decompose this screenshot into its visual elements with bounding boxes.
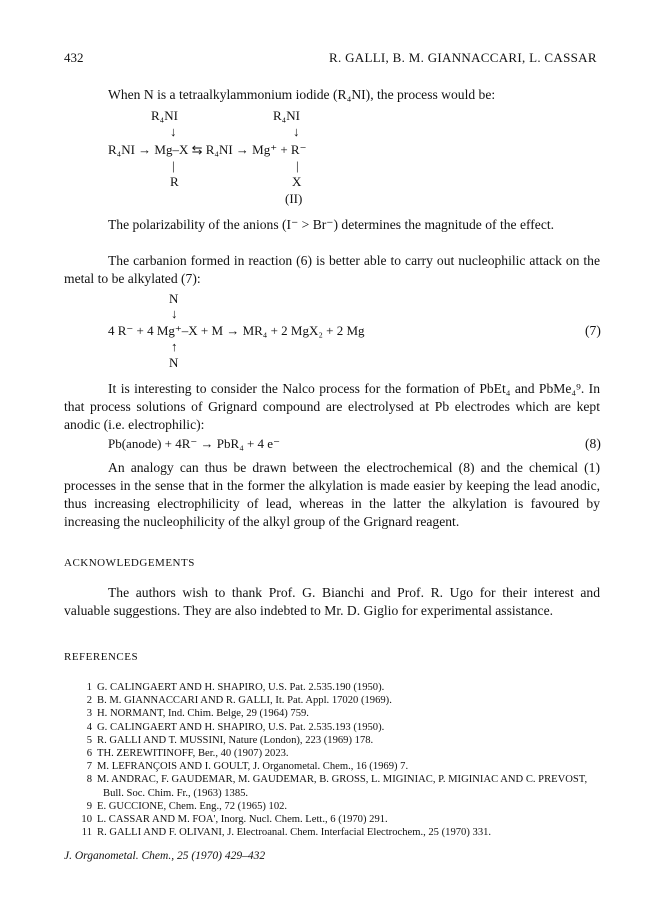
reference-item: 5 R. GALLI AND T. MUSSINI, Nature (London), 223 (1969) 178. xyxy=(86,734,374,746)
reference-item: 8 M. ANDRAC, F. GAUDEMAR, M. GAUDEMAR, B. GROSS, L. MIGINIAC, P. MIGINIAC AND C. PREVOST, Bull. Soc. Chim. Fr., (1963) 1385. xyxy=(86,774,588,799)
eq8-expression: Pb(anode) + 4R⁻ → PbR₄ + 4 e⁻ xyxy=(108,436,280,451)
references-heading: REFERENCES xyxy=(64,651,139,663)
scheme-arrow-down-right: ↓ xyxy=(293,124,300,139)
scheme-label: (II) xyxy=(285,191,303,206)
reference-item: 1 G. CALINGAERT AND H. SHAPIRO, U.S. Pat. 2.535.190 (1950). xyxy=(86,682,385,693)
running-header-authors: R. GALLI, B. M. GIANNACCARI, L. CASSAR xyxy=(329,50,597,65)
eq7-arrow-down: ↓ xyxy=(171,306,178,321)
reference-item: 9 E. GUCCIONE, Chem. Eng., 72 (1965) 102. xyxy=(86,800,288,812)
scheme-arrow-down-left: ↓ xyxy=(170,124,177,139)
eq7-expression: 4 R⁻ + 4 Mg⁺–X + M → MR₄ + 2 MgX₂ + 2 Mg xyxy=(108,323,365,338)
paragraph-nalco: It is interesting to consider the Nalco process for the formation of PbEt₄ and PbMe₄⁹. In that process solutions of Grignard compound are electrolysed at Pb electrodes which are kept anodic (i.e. electrophilic): xyxy=(64,381,600,432)
reference-item: 7 M. LEFRANÇOIS AND I. GOULT, J. Organometal. Chem., 16 (1969) 7. xyxy=(86,761,409,773)
scheme-bond-right: | xyxy=(296,158,299,173)
acknowledgements-text: The authors wish to thank Prof. G. Bianchi and Prof. R. Ugo for their interest and valuable suggestions. They are also indebted to Mr. D. Giglio for experimental assistance. xyxy=(64,585,600,618)
journal-footer: J. Organometal. Chem., 25 (1970) 429–432 xyxy=(64,850,266,862)
eq7-number: (7) xyxy=(585,323,601,338)
scheme-main-line: R₄NI → Mg–X ⇆ R₄NI → Mg⁺ + R⁻ xyxy=(108,142,307,157)
page-number: 432 xyxy=(64,50,84,65)
eq7-arrow-up: ↑ xyxy=(171,339,178,354)
eq7-bottom-n: N xyxy=(169,355,179,370)
eq8-number: (8) xyxy=(585,436,601,451)
reference-item: 3 H. NORMANT, Ind. Chim. Belge, 29 (1964) 759. xyxy=(86,708,309,720)
scheme-bond-left: | xyxy=(172,158,175,173)
paragraph-polarizability: The polarizability of the anions (I⁻ > Br⁻) determines the magnitude of the effect. xyxy=(108,217,555,232)
scheme-bottom-left: R xyxy=(170,174,179,189)
scheme-top-right: R₄NI xyxy=(273,108,300,123)
scheme-top-left: R₄NI xyxy=(151,108,178,123)
acknowledgements-heading: ACKNOWLEDGEMENTS xyxy=(64,557,195,569)
paragraph-carbanion: The carbanion formed in reaction (6) is better able to carry out nucleophilic attack on the metal to be alkylated (7): xyxy=(64,253,600,286)
intro-text: When N is a tetraalkylammonium iodide (R₄NI), the process would be: xyxy=(108,87,496,102)
reference-item: 10 L. CASSAR AND M. FOA', Inorg. Nucl. Chem. Lett., 6 (1970) 291. xyxy=(81,814,388,826)
reference-item: 11 R. GALLI AND F. OLIVANI, J. Electroanal. Chem. Interfacial Electrochem., 25 (1970) 331. xyxy=(81,827,492,839)
scheme-bottom-right: X xyxy=(292,174,302,189)
reference-item: 2 B. M. GIANNACCARI AND R. GALLI, It. Pat. Appl. 17020 (1969). xyxy=(86,695,392,707)
eq7-top-n: N xyxy=(169,291,179,306)
paragraph-analogy: An analogy can thus be drawn between the electrochemical (8) and the chemical (1) processes in the sense that in the former the alkylation is made easier by keeping the lead anodic, thus increasing electrophilicity of lead, whereas in the latter the alkylation is favoured by increasing the nucleophilicity of the alkyl group of the Grignard reagent. xyxy=(64,460,600,529)
reference-list xyxy=(70,681,610,839)
reference-item: 6 TH. ZEREWITINOFF, Ber., 40 (1907) 2023. xyxy=(86,748,289,760)
reference-item: 4 G. CALINGAERT AND H. SHAPIRO, U.S. Pat. 2.535.193 (1950). xyxy=(86,721,385,733)
